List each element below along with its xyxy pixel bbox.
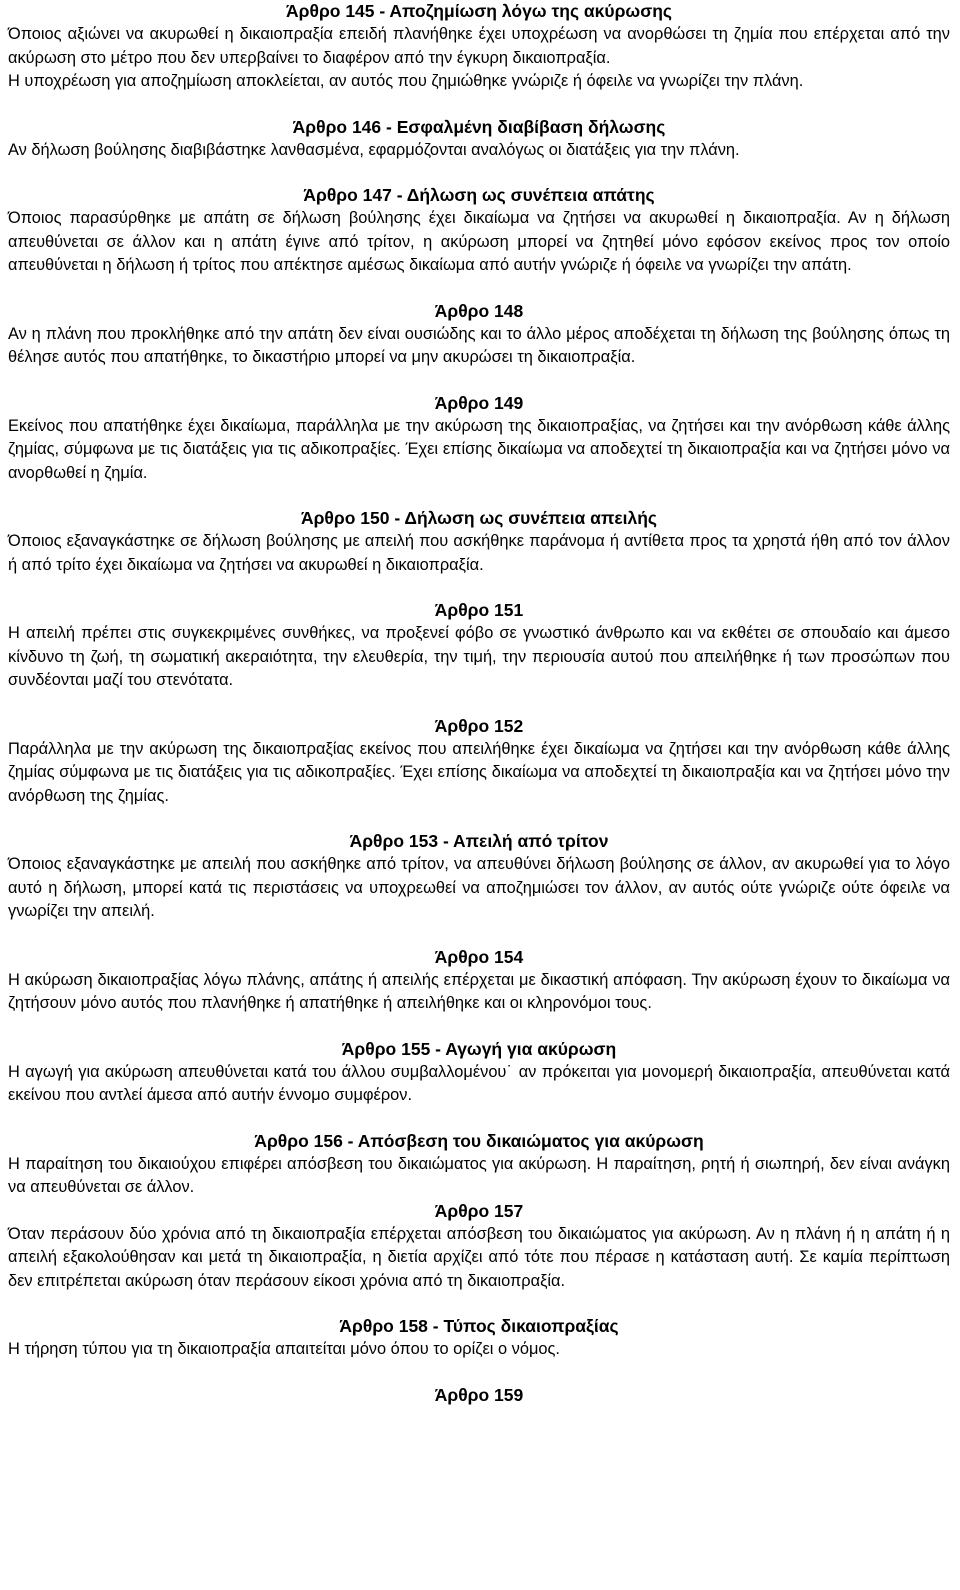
article-section (8, 507, 950, 577)
article-title: Άρθρο 153 - Απειλή από τρίτον (349, 831, 609, 851)
article-title: Άρθρο 154 (434, 946, 524, 967)
article-spacer (8, 693, 950, 715)
article-paragraph: Παράλληλα με την ακύρωση της δικαιοπραξίας εκείνος που απειλήθηκε έχει δικαίωμα να ζητήσει και την ανόρθωση κάθε άλλης ζημίας σύμφωνα με τις διατάξεις για τις αδικοπραξίες. Έχει επίσης δικαίωμα να αποδεχτεί τη δικαιοπραξία και να ζητήσει μόνο την ανόρθωση της ζημίας. (8, 739, 950, 805)
article-spacer (8, 485, 950, 507)
article-spacer (8, 808, 950, 830)
article-paragraph: Εκείνος που απατήθηκε έχει δικαίωμα, παράλληλα με την ακύρωση της δικαιοπραξίας, να ζητήσει και την ανόρθωση κάθε άλλης ζημίας, σύμφωνα με τις διατάξεις για τις αδικοπραξίες. Έχει επίσης δικαίωμα να αποδεχτεί τη δικαιοπραξία και να ζητήσει μόνο να ανορθωθεί η ζημία. (8, 416, 950, 482)
article-title: Άρθρο 149 (434, 392, 524, 413)
article-section (8, 1200, 950, 1294)
article-section (8, 0, 950, 94)
article-section (8, 1130, 950, 1200)
article-title: Άρθρο 152 (434, 715, 524, 736)
article-spacer (8, 162, 950, 184)
article-paragraph: Όποιος παρασύρθηκε με απάτη σε δήλωση βούλησης έχει δικαίωμα να ζητήσει να ακυρωθεί η δικαιοπραξία. Αν η δήλωση απευθύνεται σε άλλον και η απάτη έγινε από τρίτον, η ακύρωση μπορεί να ζητηθεί μόνο εφόσον εκείνος προς τον οποίο απευθύνεται η δήλωση ή τρίτος που απέκτησε αμέσως δικαίωμα από αυτήν γνώριζε ή όφειλε να γνωρίζει την απάτη. (8, 209, 950, 274)
article-section (8, 116, 950, 163)
article-paragraph: Η ακύρωση δικαιοπραξίας λόγω πλάνης, απάτης ή απειλής επέρχεται με δικαστική απόφαση. Την ακύρωση έχουν το δικαίωμα να ζητήσουν μόνο αυτός που πλανήθηκε ή απατήθηκε ή απειλήθηκε και οι κληρονόμοι τους. (8, 970, 950, 1012)
article-title: Άρθρο 157 (434, 1200, 524, 1221)
article-section (8, 300, 950, 370)
article-paragraph: Αν η πλάνη που προκλήθηκε από την απάτη δεν είναι ουσιώδης και το άλλο μέρος αποδέχεται τη δήλωση της βούλησης όπως τη θέλησε αυτός που απατήθηκε, το δικαστήριο μπορεί να μην ακυρώσει τη δικαιοπραξία. (8, 324, 950, 366)
article-paragraph: Όταν περάσουν δύο χρόνια από τη δικαιοπραξία επέρχεται απόσβεση του δικαιώματος για ακύρωση. Αν η πλάνη ή η απάτη ή η απειλή εξακολούθησαν και μετά τη δικαιοπραξία, η διετία αρχίζει από τότε που πέρασε η κατάσταση αυτή. Σε καμία περίπτωση δεν επιτρέπεται ακύρωση όταν περάσουν είκοσι χρόνια από τη δικαιοπραξία. (8, 1224, 950, 1290)
article-paragraph: Όποιος αξιώνει να ακυρωθεί η δικαιοπραξία επειδή πλανήθηκε έχει υποχρέωση να ανορθώσει τη ζημία που επέρχεται από την ακύρωση στο μέτρο που δεν υπερβαίνει το διαφέρον από την έγκυρη δικαιοπραξία. (8, 25, 950, 67)
article-spacer (8, 1016, 950, 1038)
article-spacer (8, 278, 950, 300)
article-title: Άρθρο 156 - Απόσβεση του δικαιώματος για ακύρωση (254, 1130, 704, 1151)
article-spacer (8, 1108, 950, 1130)
article-title: Άρθρο 158 - Τύπος δικαιοπραξίας (339, 1316, 619, 1336)
article-section (8, 946, 950, 1016)
article-spacer (8, 924, 950, 946)
article-section (8, 830, 950, 924)
article-section (8, 1315, 950, 1362)
article-section (8, 599, 950, 693)
article-paragraph: Αν δήλωση βούλησης διαβιβάστηκε λανθασμένα, εφαρμόζονται αναλόγως οι διατάξεις για την πλάνη. (8, 140, 740, 159)
article-section (8, 1038, 950, 1108)
article-paragraph: Η αγωγή για ακύρωση απευθύνεται κατά του άλλου συμβαλλομένου˙ αν πρόκειται για μονομερή δικαιοπραξία, απευθύνεται κατά εκείνου που αντλεί άμεσα από αυτήν έννομο συμφέρον. (8, 1062, 950, 1104)
article-spacer (8, 1362, 950, 1384)
article-paragraph: Η παραίτηση του δικαιούχου επιφέρει απόσβεση του δικαιώματος για ακύρωση. Η παραίτηση, ρητή ή σιωπηρή, δεν είναι ανάγκη να απευθύνεται σε άλλον. (8, 1154, 950, 1196)
article-title: Άρθρο 145 - Αποζημίωση λόγω της ακύρωσης (286, 1, 672, 21)
article-section (8, 184, 950, 278)
article-paragraph: Όποιος εξαναγκάστηκε με απειλή που ασκήθηκε από τρίτον, να απευθύνει δήλωση βούλησης σε άλλον, αν ακυρωθεί για το λόγο αυτό η δήλωση, μπορεί κατά τις περιστάσεις να υποχρεωθεί να αποζημιώσει τον άλλον, αν αυτός ούτε γνώριζε ούτε όφειλε να γνωρίζει την απειλή. (8, 855, 950, 920)
article-title: Άρθρο 159 (434, 1384, 524, 1405)
article-spacer (8, 1293, 950, 1315)
article-title: Άρθρο 146 - Εσφαλμένη διαβίβαση δήλωσης (292, 116, 666, 137)
article-spacer (8, 94, 950, 116)
article-paragraph: Η υποχρέωση για αποζημίωση αποκλείεται, αν αυτός που ζημιώθηκε γνώριζε ή όφειλε να γνωρίζει την πλάνη. (8, 72, 804, 90)
article-title: Άρθρο 150 - Δήλωση ως συνέπεια απειλής (300, 508, 658, 528)
article-section (8, 715, 950, 809)
article-spacer (8, 577, 950, 599)
article-paragraph: Η απειλή πρέπει στις συγκεκριμένες συνθήκες, να προξενεί φόβο σε γνωστικό άνθρωπο και να εκθέτει σε σπουδαίο και άμεσο κίνδυνο τη ζωή, τη σωματική ακεραιότητα, την ελευθερία, την τιμή, την περιουσία αυτού που απειλήθηκε ή των προσώπων που συνδέονται μαζί του στενότατα. (8, 624, 950, 689)
article-title: Άρθρο 151 (434, 600, 524, 620)
article-paragraph: Όποιος εξαναγκάστηκε σε δήλωση βούλησης με απειλή που ασκήθηκε παράνομα ή αντίθετα προς τα χρηστά ήθη από τον άλλον ή από τρίτο έχει δικαίωμα να ζητήσει να ακυρωθεί η δικαιοπραξία. (8, 532, 950, 574)
article-section (8, 392, 950, 486)
article-title: Άρθρο 147 - Δήλωση ως συνέπεια απάτης (303, 185, 655, 205)
article-section (8, 1384, 950, 1407)
article-paragraph: Η τήρηση τύπου για τη δικαιοπραξία απαιτείται μόνο όπου το ορίζει ο νόμος. (8, 1340, 560, 1358)
article-title: Άρθρο 155 - Αγωγή για ακύρωση (341, 1038, 617, 1059)
article-title: Άρθρο 148 (434, 300, 524, 321)
article-spacer (8, 370, 950, 392)
